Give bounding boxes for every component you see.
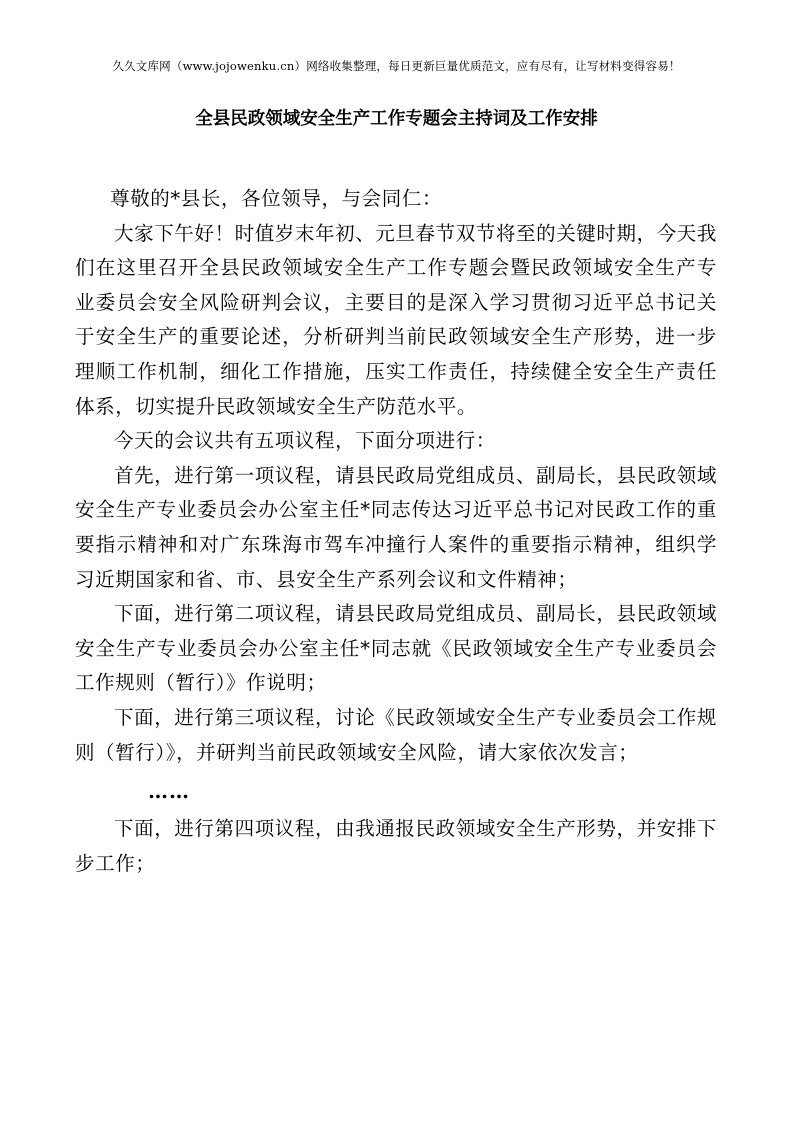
paragraph-agenda-item-2: 下面，进行第二项议程，请县民政局党组成员、副局长，县民政领域安全生产专业委员会办公室主任*同志就《民政领域安全生产专业委员会工作规则（暂行）》作说明；	[75, 602, 718, 695]
paragraph-agenda-item-1: 首先，进行第一项议程，请县民政局党组成员、副局长，县民政领域安全生产专业委员会办公室主任*同志传达习近平总书记对民政工作的重要指示精神和对广东珠海市驾车冲撞行人案件的重要指示精神，组织学习近期国家和省、市、县安全生产系列会议和文件精神；	[75, 463, 718, 591]
paragraph-agenda-item-3: 下面，进行第三项议程，讨论《民政领域安全生产专业委员会工作规则（暂行）》，并研判当前民政领域安全风险，请大家依次发言；	[75, 705, 718, 764]
salutation: 尊敬的*县长，各位领导，与会同仁：	[110, 187, 443, 210]
paragraph-opening: 大家下午好！时值岁末年初、元旦春节双节将至的关键时期，今天我们在这里召开全县民政领域安全生产工作专题会暨民政领域安全生产专业委员会安全风险研判会议，主要目的是深入学习贯彻习近平总书记关于安全生产的重要论述，分析研判当前民政领域安全生产形势，进一步理顺工作机制，细化工作措施，压实工作责任，持续健全安全生产责任体系，切实提升民政领域安全生产防范水平。	[75, 221, 718, 418]
document-body	[75, 182, 717, 881]
paragraph-agenda-item-4: 下面，进行第四项议程，由我通报民政领域安全生产形势，并安排下步工作；	[75, 817, 718, 875]
paragraph-agenda-intro: 今天的会议共有五项议程，下面分项进行：	[114, 429, 496, 453]
ellipsis-mark: ……	[148, 779, 190, 804]
header-note: 久久文库网（www.jojowenku.cn）网络收集整理，每日更新巨量优质范文，应有尽有，让写材料变得容易！	[112, 59, 681, 73]
document-title: 全县民政领域安全生产工作专题会主持词及工作安排	[195, 109, 598, 129]
